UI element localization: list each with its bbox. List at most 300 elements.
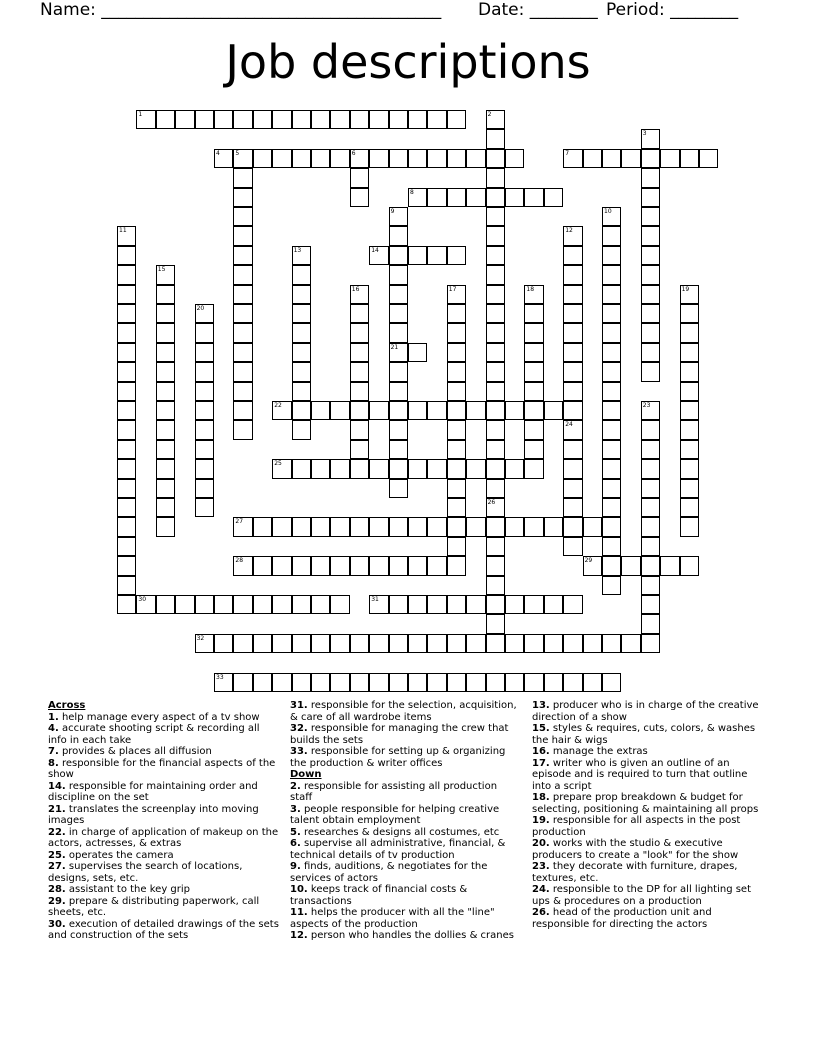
crossword-cell[interactable] [272,634,291,653]
crossword-cell[interactable] [641,595,660,614]
crossword-cell[interactable] [505,634,524,653]
crossword-cell[interactable] [350,382,369,401]
crossword-cell[interactable] [272,110,291,129]
crossword-cell[interactable] [408,110,427,129]
crossword-cell[interactable] [447,537,466,556]
crossword-cell[interactable] [583,517,602,536]
crossword-cell[interactable] [524,634,543,653]
crossword-cell[interactable] [602,285,621,304]
crossword-cell[interactable] [602,517,621,536]
crossword-cell[interactable] [680,420,699,439]
crossword-cell[interactable] [195,440,214,459]
crossword-cell[interactable] [447,479,466,498]
crossword-cell[interactable] [117,362,136,381]
crossword-cell[interactable] [156,479,175,498]
crossword-cell[interactable] [117,479,136,498]
crossword-cell[interactable] [253,673,272,692]
crossword-cell[interactable] [233,382,252,401]
crossword-cell[interactable] [292,304,311,323]
crossword-cell[interactable] [330,149,349,168]
crossword-cell[interactable] [408,246,427,265]
crossword-cell[interactable] [563,246,582,265]
crossword-cell[interactable] [641,285,660,304]
crossword-cell[interactable] [427,110,446,129]
crossword-cell[interactable] [233,343,252,362]
crossword-cell[interactable] [602,149,621,168]
crossword-cell[interactable] [563,459,582,478]
crossword-cell[interactable] [563,517,582,536]
crossword-cell[interactable] [583,673,602,692]
crossword-cell[interactable] [272,595,291,614]
crossword-cell[interactable] [292,673,311,692]
crossword-cell[interactable] [641,498,660,517]
crossword-cell[interactable] [563,343,582,362]
crossword-cell[interactable] [641,304,660,323]
crossword-cell[interactable] [272,673,291,692]
crossword-cell[interactable] [524,323,543,342]
crossword-cell[interactable] [447,401,466,420]
crossword-cell[interactable] [427,149,446,168]
crossword-cell[interactable] [447,362,466,381]
crossword-cell[interactable] [156,440,175,459]
crossword-cell[interactable] [195,595,214,614]
crossword-cell[interactable] [505,595,524,614]
crossword-cell[interactable] [117,323,136,342]
crossword-cell[interactable] [466,673,485,692]
crossword-cell[interactable] [486,149,505,168]
crossword-cell[interactable] [486,246,505,265]
crossword-cell[interactable] [389,479,408,498]
crossword-cell[interactable] [680,517,699,536]
crossword-cell[interactable] [641,440,660,459]
crossword-cell[interactable] [505,673,524,692]
crossword-cell[interactable] [486,517,505,536]
crossword-cell[interactable] [641,537,660,556]
crossword-cell[interactable] [117,265,136,284]
crossword-cell[interactable] [195,479,214,498]
crossword-cell[interactable] [447,634,466,653]
crossword-cell[interactable] [680,149,699,168]
crossword-cell[interactable] [660,149,679,168]
crossword-cell[interactable] [292,149,311,168]
crossword-cell[interactable] [156,498,175,517]
crossword-cell[interactable] [602,420,621,439]
crossword-cell[interactable] [602,440,621,459]
crossword-cell[interactable] [524,382,543,401]
crossword-cell[interactable] [660,556,679,575]
crossword-cell[interactable] [156,517,175,536]
crossword-cell[interactable] [330,459,349,478]
crossword-cell[interactable] [447,304,466,323]
crossword-cell[interactable] [233,673,252,692]
period-field[interactable]: Period: ________ [606,0,739,20]
crossword-cell[interactable] [195,401,214,420]
crossword-cell[interactable] [195,343,214,362]
crossword-cell[interactable] [350,168,369,187]
crossword-cell[interactable] [350,459,369,478]
crossword-cell[interactable] [524,673,543,692]
crossword-cell[interactable] [427,188,446,207]
crossword-cell[interactable] [563,440,582,459]
crossword-cell[interactable] [330,517,349,536]
crossword-cell[interactable] [389,149,408,168]
crossword-cell[interactable] [641,207,660,226]
crossword-cell[interactable] [350,517,369,536]
crossword-cell[interactable] [156,595,175,614]
crossword-cell[interactable] [602,343,621,362]
crossword-cell[interactable] [408,343,427,362]
crossword-cell[interactable] [544,517,563,536]
crossword-cell[interactable] [292,634,311,653]
crossword-cell[interactable] [389,595,408,614]
crossword-cell[interactable] [389,634,408,653]
crossword-cell[interactable] [641,362,660,381]
crossword-cell[interactable] [253,634,272,653]
date-field[interactable]: Date: ________ [478,0,598,20]
crossword-cell[interactable] [253,595,272,614]
crossword-cell[interactable] [427,459,446,478]
crossword-cell[interactable] [350,304,369,323]
crossword-cell[interactable] [427,634,446,653]
crossword-cell[interactable] [389,362,408,381]
crossword-cell[interactable] [641,323,660,342]
crossword-cell[interactable] [466,401,485,420]
crossword-cell[interactable] [641,517,660,536]
crossword-cell[interactable] [233,401,252,420]
crossword-cell[interactable] [447,382,466,401]
crossword-cell[interactable] [330,401,349,420]
crossword-cell[interactable] [563,673,582,692]
crossword-cell[interactable] [292,362,311,381]
crossword-cell[interactable] [505,401,524,420]
crossword-cell[interactable] [447,459,466,478]
crossword-cell[interactable] [350,323,369,342]
crossword-cell[interactable] [505,188,524,207]
crossword-cell[interactable] [602,479,621,498]
crossword-cell[interactable] [311,673,330,692]
crossword-cell[interactable] [156,420,175,439]
crossword-cell[interactable] [447,517,466,536]
crossword-cell[interactable] [389,420,408,439]
crossword-cell[interactable] [544,673,563,692]
crossword-cell[interactable] [214,634,233,653]
crossword-cell[interactable] [156,110,175,129]
crossword-cell[interactable] [214,110,233,129]
crossword-cell[interactable] [427,246,446,265]
crossword-cell[interactable] [389,110,408,129]
crossword-cell[interactable] [117,304,136,323]
crossword-cell[interactable] [408,459,427,478]
crossword-cell[interactable] [505,459,524,478]
crossword-cell[interactable] [680,440,699,459]
crossword-cell[interactable] [602,537,621,556]
crossword-cell[interactable] [233,246,252,265]
crossword-cell[interactable] [641,246,660,265]
crossword-cell[interactable] [486,459,505,478]
crossword-cell[interactable] [602,498,621,517]
crossword-cell[interactable] [389,401,408,420]
crossword-cell[interactable] [524,420,543,439]
crossword-cell[interactable] [466,188,485,207]
crossword-cell[interactable] [350,362,369,381]
crossword-cell[interactable] [233,110,252,129]
crossword-cell[interactable] [524,517,543,536]
crossword-cell[interactable] [311,517,330,536]
crossword-cell[interactable] [427,595,446,614]
crossword-cell[interactable] [680,323,699,342]
crossword-cell[interactable] [447,343,466,362]
crossword-cell[interactable] [408,595,427,614]
crossword-cell[interactable] [369,149,388,168]
crossword-cell[interactable] [563,595,582,614]
crossword-cell[interactable] [680,343,699,362]
crossword-cell[interactable] [369,517,388,536]
crossword-cell[interactable] [563,498,582,517]
crossword-cell[interactable] [544,188,563,207]
crossword-cell[interactable] [389,440,408,459]
crossword-cell[interactable] [350,110,369,129]
crossword-cell[interactable] [563,362,582,381]
crossword-cell[interactable] [350,188,369,207]
crossword-cell[interactable] [641,343,660,362]
crossword-cell[interactable] [350,673,369,692]
crossword-cell[interactable] [117,440,136,459]
crossword-cell[interactable] [117,401,136,420]
crossword-cell[interactable] [350,401,369,420]
crossword-cell[interactable] [602,459,621,478]
crossword-cell[interactable] [427,673,446,692]
crossword-cell[interactable] [447,498,466,517]
crossword-cell[interactable] [389,285,408,304]
crossword-cell[interactable] [389,226,408,245]
crossword-cell[interactable] [602,265,621,284]
crossword-cell[interactable] [563,323,582,342]
crossword-cell[interactable] [175,595,194,614]
crossword-cell[interactable] [311,595,330,614]
crossword-cell[interactable] [292,382,311,401]
crossword-cell[interactable] [389,304,408,323]
crossword-cell[interactable] [156,285,175,304]
crossword-cell[interactable] [680,479,699,498]
crossword-cell[interactable] [486,614,505,633]
crossword-cell[interactable] [524,343,543,362]
crossword-cell[interactable] [233,168,252,187]
crossword-cell[interactable] [311,634,330,653]
crossword-cell[interactable] [292,517,311,536]
crossword-cell[interactable] [466,634,485,653]
crossword-cell[interactable] [641,479,660,498]
crossword-cell[interactable] [117,498,136,517]
crossword-cell[interactable] [311,459,330,478]
crossword-cell[interactable] [466,517,485,536]
crossword-cell[interactable] [486,537,505,556]
crossword-cell[interactable] [156,382,175,401]
crossword-cell[interactable] [350,440,369,459]
crossword-cell[interactable] [524,362,543,381]
crossword-cell[interactable] [466,459,485,478]
crossword-cell[interactable] [253,517,272,536]
crossword-cell[interactable] [680,556,699,575]
crossword-cell[interactable] [369,110,388,129]
crossword-cell[interactable] [117,517,136,536]
crossword-cell[interactable] [292,401,311,420]
crossword-cell[interactable] [621,634,640,653]
crossword-cell[interactable] [602,226,621,245]
crossword-cell[interactable] [117,246,136,265]
crossword-cell[interactable] [292,556,311,575]
crossword-cell[interactable] [389,246,408,265]
crossword-cell[interactable] [486,420,505,439]
crossword-cell[interactable] [486,129,505,148]
crossword-cell[interactable] [292,265,311,284]
crossword-cell[interactable] [427,517,446,536]
crossword-cell[interactable] [447,440,466,459]
crossword-cell[interactable] [602,673,621,692]
crossword-cell[interactable] [680,362,699,381]
crossword-cell[interactable] [583,149,602,168]
crossword-cell[interactable] [505,149,524,168]
crossword-cell[interactable] [680,401,699,420]
crossword-cell[interactable] [486,634,505,653]
crossword-cell[interactable] [233,634,252,653]
crossword-cell[interactable] [583,634,602,653]
crossword-cell[interactable] [680,498,699,517]
crossword-cell[interactable] [195,362,214,381]
crossword-cell[interactable] [447,188,466,207]
crossword-cell[interactable] [641,420,660,439]
crossword-cell[interactable] [563,304,582,323]
crossword-cell[interactable] [466,149,485,168]
crossword-cell[interactable] [486,207,505,226]
crossword-cell[interactable] [253,110,272,129]
crossword-cell[interactable] [292,459,311,478]
crossword-cell[interactable] [641,634,660,653]
crossword-cell[interactable] [563,285,582,304]
crossword-cell[interactable] [389,673,408,692]
crossword-cell[interactable] [680,459,699,478]
crossword-cell[interactable] [544,401,563,420]
crossword-cell[interactable] [602,401,621,420]
crossword-cell[interactable] [486,343,505,362]
crossword-cell[interactable] [641,459,660,478]
crossword-cell[interactable] [486,323,505,342]
crossword-cell[interactable] [117,556,136,575]
crossword-cell[interactable] [486,401,505,420]
crossword-cell[interactable] [117,285,136,304]
crossword-cell[interactable] [563,382,582,401]
crossword-cell[interactable] [233,595,252,614]
crossword-cell[interactable] [175,110,194,129]
crossword-cell[interactable] [602,556,621,575]
crossword-cell[interactable] [427,401,446,420]
crossword-cell[interactable] [505,517,524,536]
crossword-cell[interactable] [621,556,640,575]
crossword-cell[interactable] [486,556,505,575]
crossword-cell[interactable] [447,246,466,265]
crossword-cell[interactable] [156,343,175,362]
crossword-cell[interactable] [447,673,466,692]
crossword-cell[interactable] [486,673,505,692]
crossword-cell[interactable] [311,556,330,575]
crossword-cell[interactable] [447,556,466,575]
crossword-cell[interactable] [233,304,252,323]
crossword-cell[interactable] [369,459,388,478]
crossword-cell[interactable] [272,517,291,536]
crossword-cell[interactable] [369,401,388,420]
crossword-cell[interactable] [389,382,408,401]
crossword-cell[interactable] [330,110,349,129]
crossword-cell[interactable] [330,634,349,653]
crossword-cell[interactable] [486,576,505,595]
name-field[interactable]: Name: ________________________________________ [40,0,442,20]
crossword-cell[interactable] [389,556,408,575]
crossword-cell[interactable] [117,343,136,362]
crossword-cell[interactable] [117,382,136,401]
crossword-cell[interactable] [117,459,136,478]
crossword-cell[interactable] [602,382,621,401]
crossword-cell[interactable] [156,304,175,323]
crossword-cell[interactable] [195,498,214,517]
crossword-cell[interactable] [602,323,621,342]
crossword-cell[interactable] [117,420,136,439]
crossword-cell[interactable] [524,595,543,614]
crossword-cell[interactable] [680,382,699,401]
crossword-cell[interactable] [621,149,640,168]
crossword-cell[interactable] [486,226,505,245]
crossword-cell[interactable] [311,110,330,129]
crossword-cell[interactable] [369,634,388,653]
crossword-cell[interactable] [292,110,311,129]
crossword-cell[interactable] [602,246,621,265]
crossword-cell[interactable] [369,556,388,575]
crossword-cell[interactable] [486,479,505,498]
crossword-cell[interactable] [195,323,214,342]
crossword-cell[interactable] [427,556,446,575]
crossword-cell[interactable] [641,576,660,595]
crossword-cell[interactable] [292,285,311,304]
crossword-cell[interactable] [486,362,505,381]
crossword-cell[interactable] [408,634,427,653]
crossword-cell[interactable] [272,149,291,168]
crossword-cell[interactable] [311,149,330,168]
crossword-cell[interactable] [641,226,660,245]
crossword-cell[interactable] [641,265,660,284]
crossword-cell[interactable] [486,285,505,304]
crossword-cell[interactable] [233,226,252,245]
crossword-cell[interactable] [389,323,408,342]
crossword-cell[interactable] [699,149,718,168]
crossword-cell[interactable] [641,149,660,168]
crossword-cell[interactable] [292,343,311,362]
crossword-cell[interactable] [389,517,408,536]
crossword-cell[interactable] [389,265,408,284]
crossword-cell[interactable] [233,420,252,439]
crossword-cell[interactable] [486,265,505,284]
crossword-cell[interactable] [563,401,582,420]
crossword-cell[interactable] [602,362,621,381]
crossword-cell[interactable] [311,401,330,420]
crossword-cell[interactable] [195,420,214,439]
crossword-cell[interactable] [330,673,349,692]
crossword-cell[interactable] [292,323,311,342]
crossword-cell[interactable] [408,517,427,536]
crossword-cell[interactable] [641,614,660,633]
crossword-cell[interactable] [524,459,543,478]
crossword-cell[interactable] [156,323,175,342]
crossword-cell[interactable] [486,168,505,187]
crossword-cell[interactable] [563,479,582,498]
crossword-cell[interactable] [524,401,543,420]
